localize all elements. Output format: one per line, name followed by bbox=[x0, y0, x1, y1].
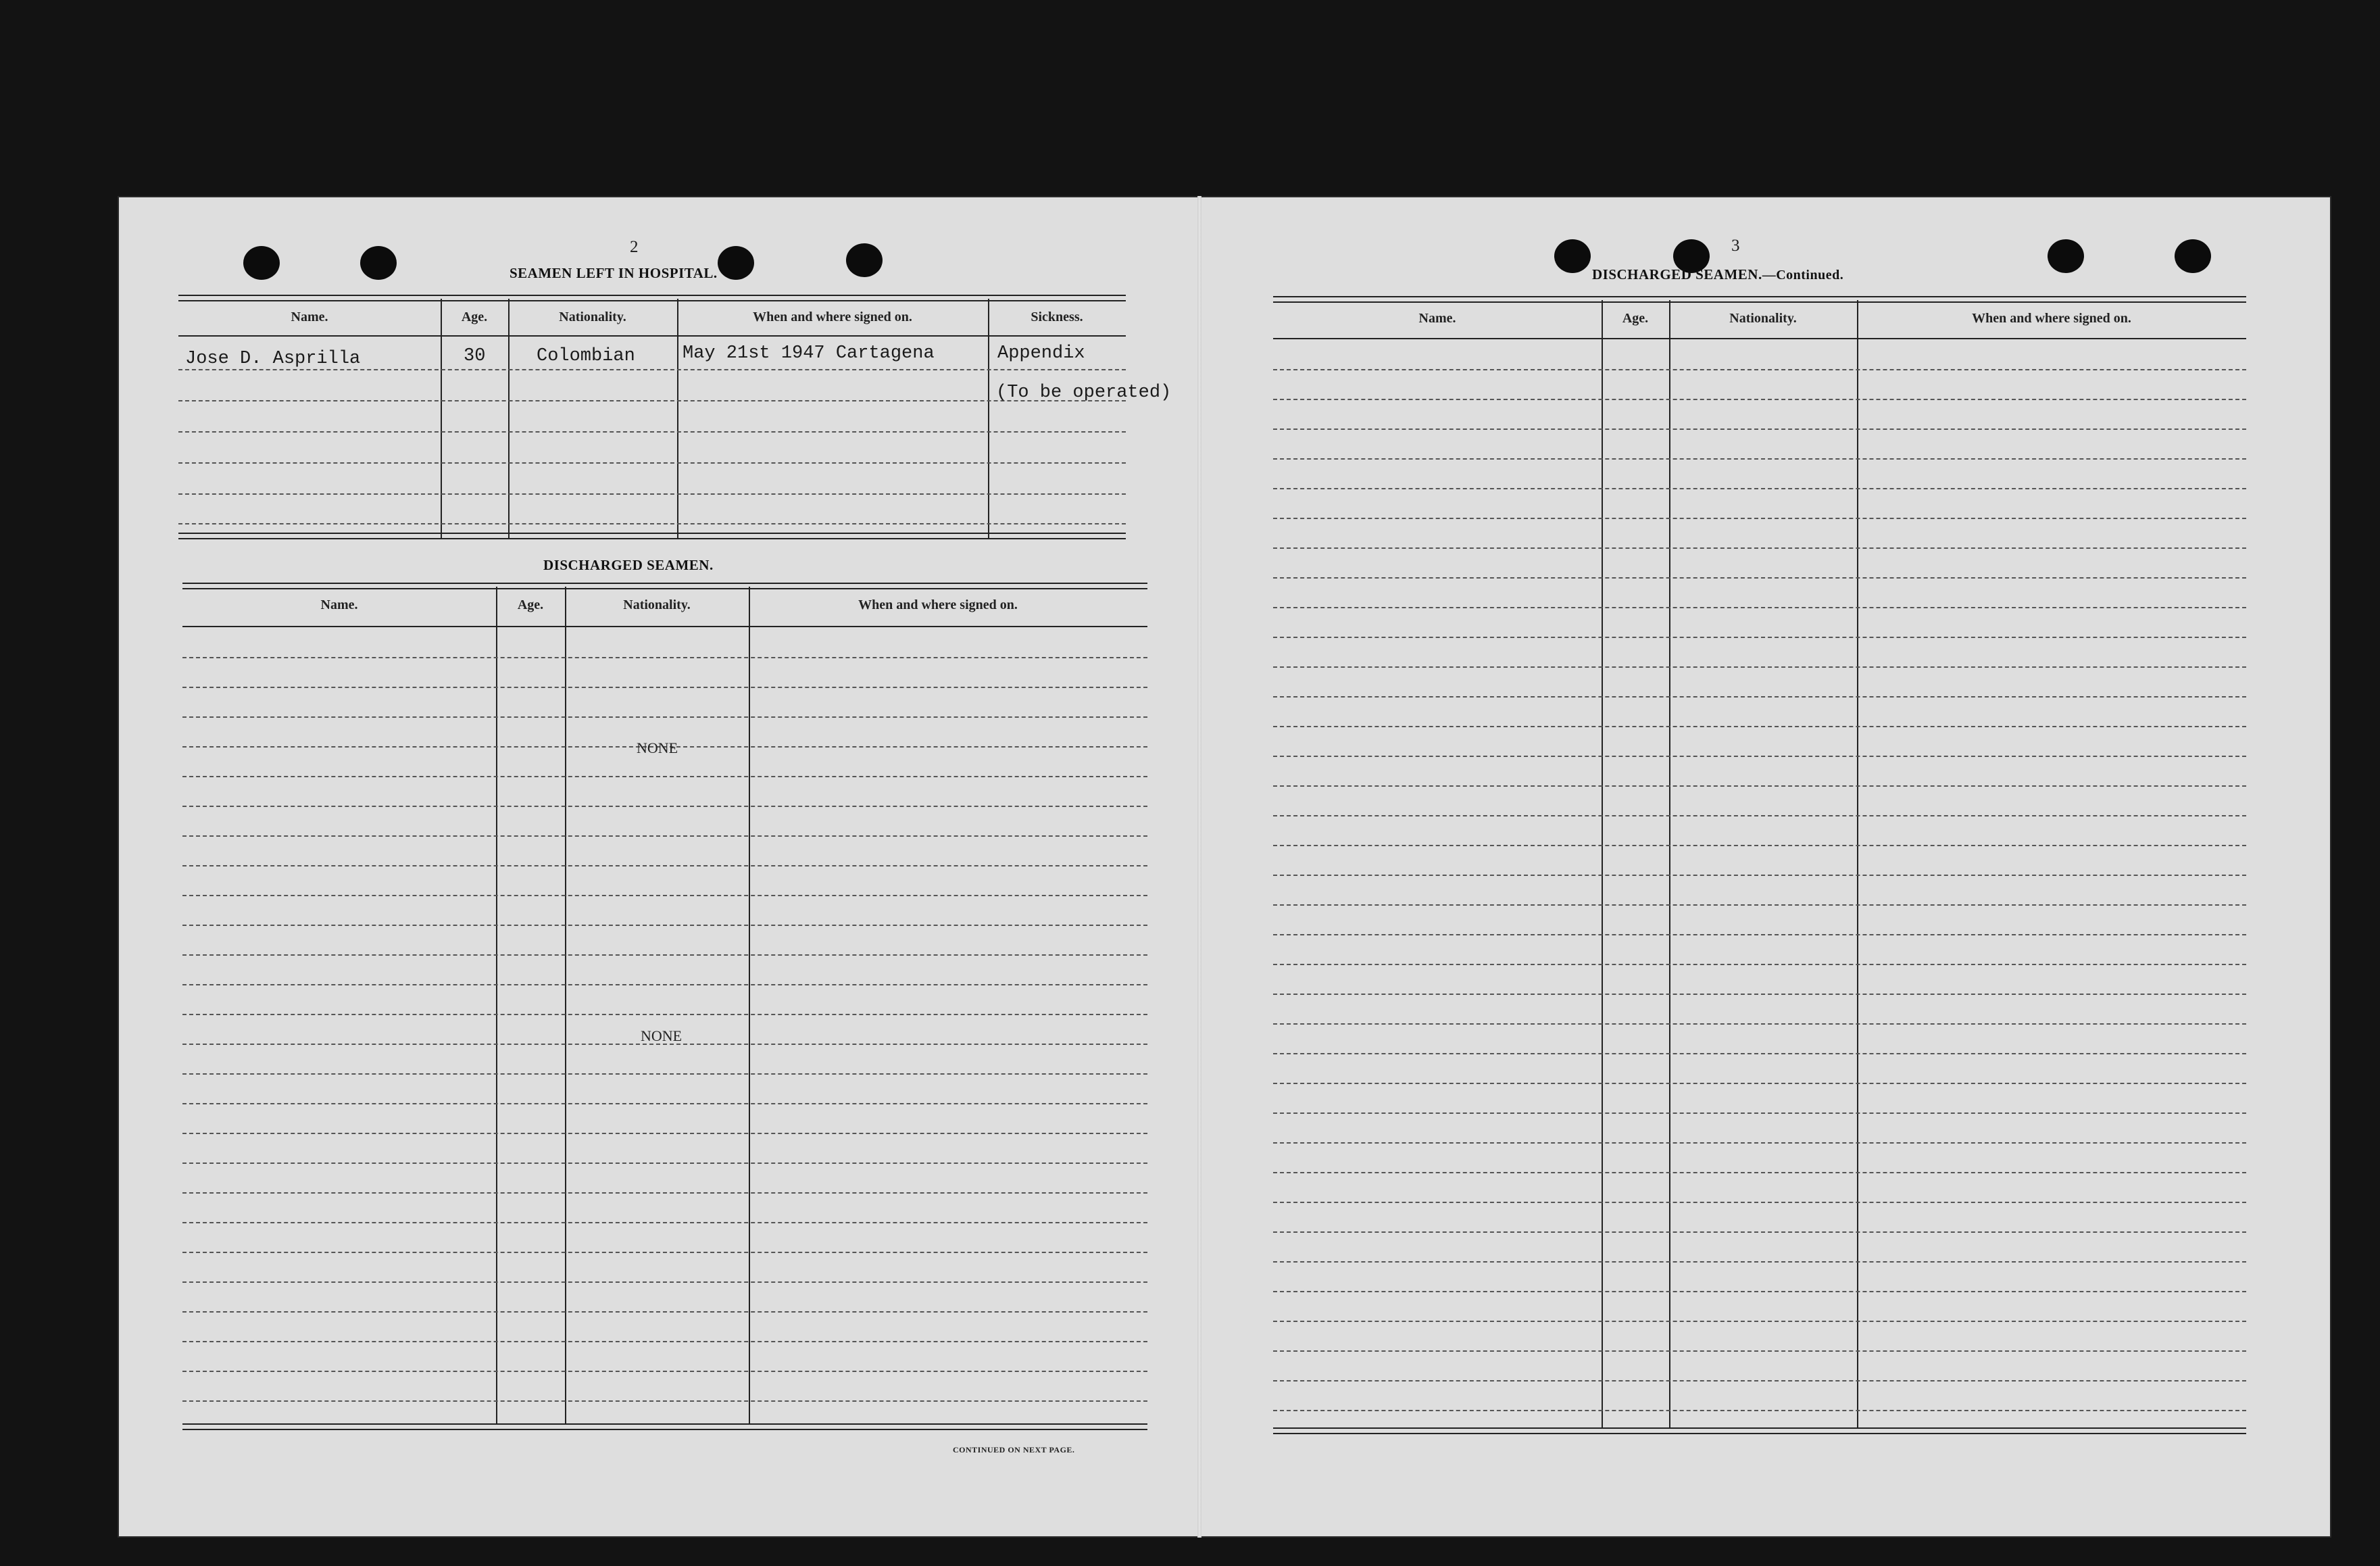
dotted-row-line bbox=[182, 1341, 1147, 1342]
column-divider bbox=[496, 587, 497, 1425]
dotted-row-line bbox=[1273, 637, 2246, 638]
dotted-row-line bbox=[1273, 1291, 2246, 1292]
header-sickness: Sickness. bbox=[1031, 310, 1083, 324]
title-suffix: —Continued. bbox=[1762, 268, 1844, 283]
dotted-row-line bbox=[182, 835, 1147, 837]
dotted-row-line bbox=[1273, 1321, 2246, 1322]
none-note-upper: NONE bbox=[637, 739, 678, 756]
header-age: Age. bbox=[517, 597, 544, 612]
dotted-row-line bbox=[182, 1311, 1147, 1313]
dotted-row-line bbox=[178, 462, 1126, 464]
header-nationality: Nationality. bbox=[1729, 311, 1797, 326]
none-note-lower: NONE bbox=[641, 1027, 683, 1044]
discharged-section-title: DISCHARGED SEAMEN. bbox=[543, 557, 714, 573]
document-sheet bbox=[118, 196, 2331, 1538]
double-rule bbox=[182, 1423, 1147, 1430]
column-divider bbox=[749, 587, 750, 1425]
dotted-row-line bbox=[182, 1281, 1147, 1283]
dotted-row-line bbox=[1273, 666, 2246, 668]
seaman-nationality: Colombian bbox=[537, 346, 635, 366]
dotted-row-line bbox=[182, 865, 1147, 866]
dotted-row-line bbox=[182, 1103, 1147, 1104]
dotted-row-line bbox=[178, 523, 1126, 524]
column-divider bbox=[677, 299, 678, 539]
dotted-row-line bbox=[182, 806, 1147, 807]
dotted-row-line bbox=[182, 657, 1147, 658]
dotted-row-line bbox=[178, 400, 1126, 401]
double-rule bbox=[178, 533, 1126, 539]
header-age: Age. bbox=[1622, 311, 1649, 326]
dotted-row-line bbox=[1273, 964, 2246, 965]
dotted-row-line bbox=[1273, 399, 2246, 400]
header-rule bbox=[1273, 338, 2246, 339]
dotted-row-line bbox=[1273, 756, 2246, 757]
punch-hole bbox=[2175, 239, 2211, 273]
page-number-left: 2 bbox=[630, 238, 639, 256]
dotted-row-line bbox=[182, 925, 1147, 926]
seaman-sickness-note: (To be operated) bbox=[996, 383, 1172, 403]
header-name: Name. bbox=[320, 597, 358, 612]
double-rule bbox=[178, 295, 1126, 301]
seaman-signed-on: May 21st 1947 Cartagena bbox=[683, 343, 935, 364]
header-signed-on: When and where signed on. bbox=[1972, 311, 2131, 326]
dotted-row-line bbox=[182, 1371, 1147, 1372]
column-divider bbox=[1857, 300, 1858, 1429]
header-rule bbox=[178, 335, 1126, 337]
column-divider bbox=[508, 299, 510, 539]
dotted-row-line bbox=[1273, 1380, 2246, 1381]
dotted-row-line bbox=[1273, 815, 2246, 816]
dotted-row-line bbox=[1273, 518, 2246, 519]
punch-hole bbox=[243, 246, 280, 280]
header-signed-on: When and where signed on. bbox=[858, 597, 1018, 612]
dotted-row-line bbox=[1273, 1142, 2246, 1144]
column-divider bbox=[1669, 300, 1670, 1429]
dotted-row-line bbox=[182, 687, 1147, 688]
dotted-row-line bbox=[182, 1014, 1147, 1015]
dotted-row-line bbox=[1273, 458, 2246, 460]
dotted-row-line bbox=[1273, 488, 2246, 489]
dotted-row-line bbox=[1273, 1202, 2246, 1203]
page-number-right: 3 bbox=[1731, 237, 1740, 255]
punch-hole bbox=[1554, 239, 1591, 273]
page-fold bbox=[1197, 196, 1201, 1538]
header-age: Age. bbox=[461, 310, 488, 324]
column-divider bbox=[1602, 300, 1603, 1429]
column-divider bbox=[565, 587, 566, 1425]
column-divider bbox=[988, 299, 989, 539]
seaman-sickness: Appendix bbox=[997, 343, 1085, 364]
dotted-row-line bbox=[178, 431, 1126, 433]
header-name: Name. bbox=[291, 310, 328, 324]
dotted-row-line bbox=[182, 1133, 1147, 1134]
dotted-row-line bbox=[1273, 875, 2246, 876]
discharged-table-right bbox=[1273, 296, 2246, 1438]
hospital-table bbox=[178, 295, 1172, 546]
header-name: Name. bbox=[1418, 311, 1456, 326]
dotted-row-line bbox=[1273, 1350, 2246, 1352]
title-text: DISCHARGED SEAMEN. bbox=[1592, 266, 1762, 283]
dotted-row-line bbox=[182, 984, 1147, 985]
dotted-row-line bbox=[1273, 369, 2246, 370]
dotted-row-line bbox=[1273, 1261, 2246, 1263]
dotted-row-line bbox=[1273, 1172, 2246, 1173]
dotted-row-line bbox=[1273, 934, 2246, 935]
dotted-row-line bbox=[1273, 726, 2246, 727]
dotted-row-line bbox=[182, 1252, 1147, 1253]
double-rule bbox=[1273, 296, 2246, 303]
double-rule bbox=[182, 583, 1147, 589]
dotted-row-line bbox=[178, 369, 1126, 370]
dotted-row-line bbox=[182, 716, 1147, 718]
dotted-row-line bbox=[1273, 845, 2246, 846]
dotted-row-line bbox=[182, 1400, 1147, 1402]
seaman-age: 30 bbox=[464, 346, 486, 366]
punch-hole bbox=[360, 246, 397, 280]
hospital-section-title: SEAMEN LEFT IN HOSPITAL. bbox=[510, 265, 718, 281]
seaman-name: Jose D. Asprilla bbox=[185, 349, 361, 369]
dotted-row-line bbox=[182, 895, 1147, 896]
dotted-row-line bbox=[1273, 547, 2246, 549]
punch-hole bbox=[2048, 239, 2084, 273]
dotted-row-line bbox=[1273, 994, 2246, 995]
dotted-row-line bbox=[182, 1073, 1147, 1075]
dotted-row-line bbox=[1273, 577, 2246, 579]
header-signed-on: When and where signed on. bbox=[753, 310, 912, 324]
dotted-row-line bbox=[1273, 607, 2246, 608]
column-divider bbox=[441, 299, 442, 539]
dotted-row-line bbox=[178, 493, 1126, 495]
dotted-row-line bbox=[1273, 1410, 2246, 1411]
discharged-table-left bbox=[182, 583, 1147, 1442]
dotted-row-line bbox=[1273, 1112, 2246, 1114]
header-rule bbox=[182, 626, 1147, 627]
dotted-row-line bbox=[1273, 1083, 2246, 1084]
dotted-row-line bbox=[1273, 904, 2246, 906]
header-nationality: Nationality. bbox=[623, 597, 691, 612]
punch-hole bbox=[718, 246, 754, 280]
dotted-row-line bbox=[1273, 696, 2246, 698]
dotted-row-line bbox=[1273, 429, 2246, 430]
double-rule bbox=[1273, 1427, 2246, 1434]
header-nationality: Nationality. bbox=[559, 310, 626, 324]
dotted-row-line bbox=[182, 1222, 1147, 1223]
dotted-row-line bbox=[1273, 785, 2246, 787]
discharged-continued-title bbox=[1592, 266, 1843, 283]
dotted-row-line bbox=[1273, 1231, 2246, 1233]
dotted-row-line bbox=[182, 954, 1147, 956]
dotted-row-line bbox=[1273, 1023, 2246, 1025]
dotted-row-line bbox=[182, 1192, 1147, 1194]
dotted-row-line bbox=[182, 1163, 1147, 1164]
punch-hole bbox=[846, 243, 883, 277]
continued-footer: CONTINUED ON NEXT PAGE. bbox=[953, 1445, 1075, 1454]
dotted-row-line bbox=[182, 776, 1147, 777]
dotted-row-line bbox=[1273, 1053, 2246, 1054]
